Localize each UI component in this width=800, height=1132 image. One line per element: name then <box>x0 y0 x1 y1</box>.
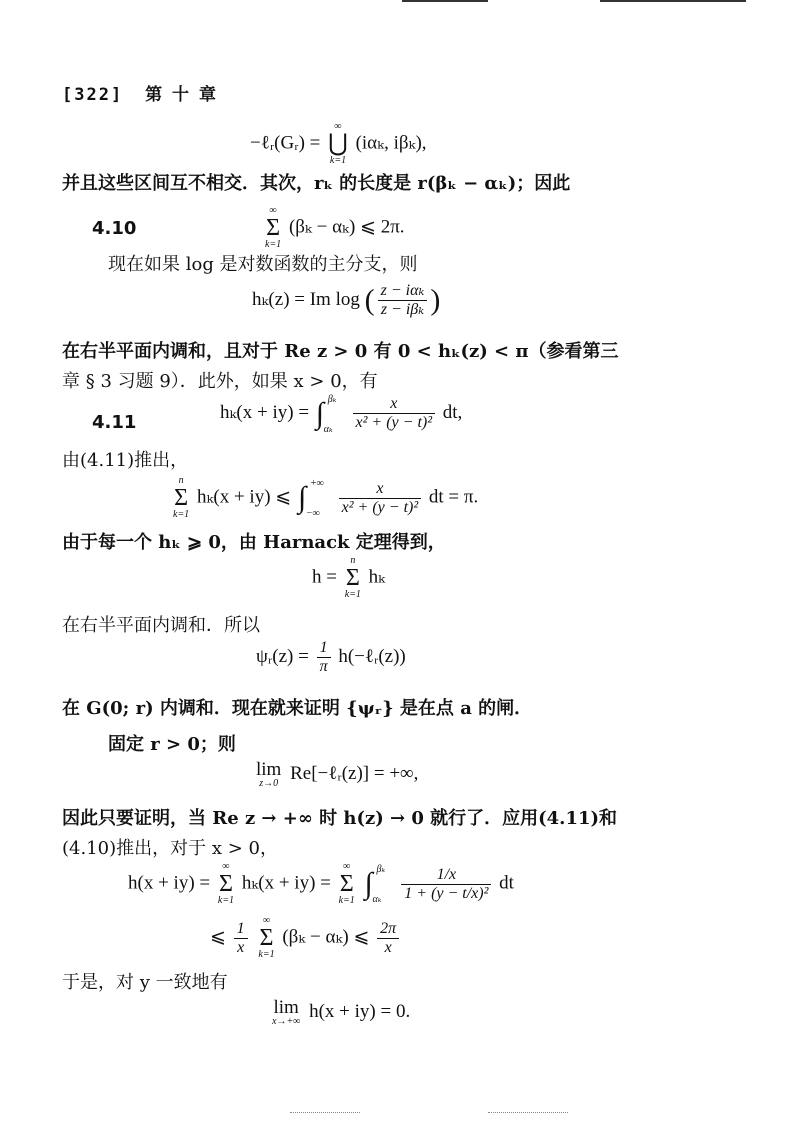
page-number: [322] <box>62 85 124 105</box>
paragraph-intervals: 并且这些区间互不相交．其次，rₖ 的长度是 r(βₖ − αₖ)；因此 <box>62 173 571 194</box>
scan-artifact-dots <box>290 1112 360 1114</box>
equation-sum-inequality: n Σ k=1 hₖ(x + iy) ⩽ ∫ +∞ −∞ $\frac{x}{\text{x² + (y − t)²}}$ dt = π. <box>173 475 479 520</box>
paragraph-only-2: (4.10)推出，对于 x > 0， <box>62 838 278 859</box>
top-rule-right <box>600 0 746 2</box>
sum-operator: ∞ Σ k=1 <box>265 205 282 250</box>
eq-hk-lhs: hₖ(z) = Im log <box>252 288 360 310</box>
eq-union-rhs: (iαₖ, iβₖ), <box>355 132 427 154</box>
top-rule-left <box>402 0 488 2</box>
eq-4-11-fraction: $\frac{x}{\text{x² + (y − t)²}}$ <box>353 396 436 431</box>
equation-big-2: ⩽ $\frac{1}{x}$ ∞ Σ k=1 (βₖ − αₖ) ⩽ $\frac{2\pi}{x}$ <box>210 916 402 960</box>
equation-label-4-10: 4.10 <box>92 218 137 239</box>
paragraph-fix: 固定 r > 0；则 <box>108 734 236 755</box>
equation-psi: ψᵣ(z) = $\frac{1}{\pi}$ h(−ℓᵣ(z)) <box>256 639 406 675</box>
paragraph-right-half: 在右半平面内调和．所以 <box>62 615 260 636</box>
equation-limit-1: lim z→0 Re[−ℓᵣ(z)] = +∞, <box>256 759 419 789</box>
eq-hk-fraction: $\frac{\text{z − iαₖ}}{\text{z − iβₖ}}$ <box>378 283 428 318</box>
paragraph-harmonic-2: 章 § 3 习题 9）．此外，如果 x > 0，有 <box>62 371 378 392</box>
equation-label-4-11: 4.11 <box>92 412 137 433</box>
paragraph-derive: 由(4.11)推出， <box>62 450 189 471</box>
union-operator: ∞ ⋃ k=1 <box>328 121 348 166</box>
integral-operator: ∫ βₖ αₖ <box>315 393 337 435</box>
paragraph-uniform: 于是，对 y 一致地有 <box>62 972 228 993</box>
equation-4-10 <box>262 206 405 250</box>
eq-4-11-lhs: hₖ(x + iy) = <box>220 401 310 423</box>
equation-limit-2: lim x→+∞ h(x + iy) = 0. <box>272 997 411 1027</box>
sum-operator: n Σ k=1 <box>173 475 190 520</box>
scan-artifact-dots <box>488 1112 568 1114</box>
equation-union <box>250 122 427 166</box>
equation-h-sum: h = n Σ k=1 hₖ <box>312 555 386 600</box>
chapter-title: 第 十 章 <box>145 85 218 105</box>
paragraph-harnack: 由于每一个 hₖ ⩾ 0，由 Harnack 定理得到， <box>62 532 446 553</box>
paragraph-gate: 在 G(0; r) 内调和．现在就来证明 {ψᵣ} 是在点 a 的闸． <box>62 698 533 719</box>
integral-operator: ∫ +∞ −∞ <box>297 478 324 519</box>
paragraph-harmonic-1: 在右半平面内调和，且对于 Re z > 0 有 0 < hₖ(z) < π（参看第三 <box>62 341 619 362</box>
eq-4-10-body: (βₖ − αₖ) ⩽ 2π. <box>288 216 405 238</box>
equation-hk: hₖ(z) = Im log ( $\frac{\text{z − iαₖ}}{\text{z − iβₖ}}$ ) <box>252 282 441 318</box>
paragraph-only-1: 因此只要证明，当 Re z → +∞ 时 h(z) → 0 就行了．应用(4.11)和 <box>62 808 618 829</box>
running-header <box>62 80 218 105</box>
equation-big-1: h(x + iy) = ∞ Σ k=1 hₖ(x + iy) = ∞ Σ k=1 ∫ βₖ αₖ $\frac{1/x}{\text{1 + (y − t/x)²}}$ dt <box>128 861 514 906</box>
equation-4-11: hₖ(x + iy) = ∫ βₖ αₖ $\frac{x}{\text{x² + (y − t)²}}$ dt, <box>220 393 463 435</box>
union-lower: k=1 <box>329 155 347 166</box>
paragraph-log: 现在如果 log 是对数函数的主分支，则 <box>108 254 418 275</box>
eq-union-lhs: −ℓᵣ(Gᵣ) = <box>250 132 321 154</box>
union-upper: ∞ <box>334 121 342 132</box>
